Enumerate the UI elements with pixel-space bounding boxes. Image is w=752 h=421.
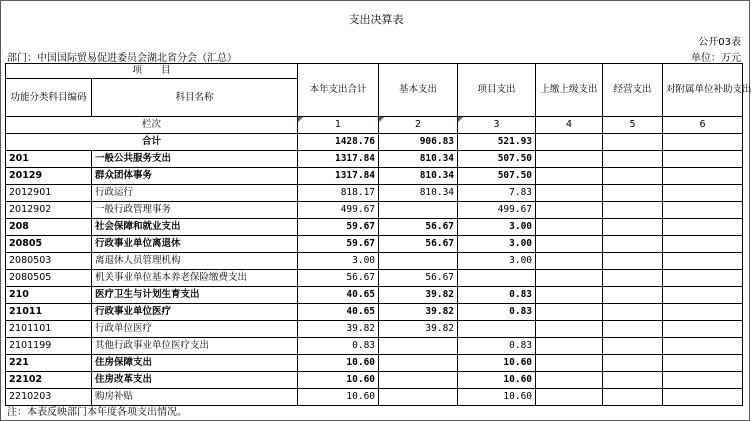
row-code: 20805 <box>6 236 92 253</box>
row-operating <box>603 236 663 253</box>
table-row <box>6 321 743 338</box>
row-subsidiary <box>663 219 743 236</box>
row-code: 20129 <box>6 168 92 185</box>
row-project: 3.00 <box>458 236 536 253</box>
header-project: 项目支出 <box>458 64 536 117</box>
row-superior <box>536 287 603 304</box>
table-row <box>6 185 743 202</box>
row-project <box>458 321 536 338</box>
row-project: 3.00 <box>458 219 536 236</box>
row-operating <box>603 338 663 355</box>
row-superior <box>536 202 603 219</box>
row-code: 2012902 <box>6 202 92 219</box>
row-project: 10.60 <box>458 372 536 389</box>
row-project <box>458 270 536 287</box>
row-name: 一般行政管理事务 <box>92 202 298 219</box>
row-subsidiary <box>663 355 743 372</box>
row-code: 2080503 <box>6 253 92 270</box>
row-name: 机关事业单位基本养老保险缴费支出 <box>92 270 298 287</box>
row-superior <box>536 270 603 287</box>
table-row <box>6 355 743 372</box>
total-basic: 906.83 <box>379 134 458 151</box>
department-label: 部门：中国国际贸易促进委员会湖北省分会（汇总） <box>7 53 237 64</box>
total-amount: 1428.76 <box>298 134 379 151</box>
table-row <box>6 236 743 253</box>
row-operating <box>603 355 663 372</box>
row-superior <box>536 253 603 270</box>
form-code: 公开03表 <box>698 37 741 48</box>
row-code: 2210203 <box>6 389 92 406</box>
row-code: 201 <box>6 151 92 168</box>
row-name: 其他行政事业单位医疗支出 <box>92 338 298 355</box>
total-superior <box>536 134 603 151</box>
row-subsidiary <box>663 236 743 253</box>
row-name: 离退休人员管理机构 <box>92 253 298 270</box>
row-operating <box>603 202 663 219</box>
row-basic <box>379 253 458 270</box>
row-code: 22102 <box>6 372 92 389</box>
row-subsidiary <box>663 202 743 219</box>
row-operating <box>603 287 663 304</box>
row-total: 10.60 <box>298 372 379 389</box>
row-subsidiary <box>663 253 743 270</box>
row-subsidiary <box>663 321 743 338</box>
row-superior <box>536 219 603 236</box>
row-superior <box>536 338 603 355</box>
row-total: 40.65 <box>298 304 379 321</box>
row-project: 0.83 <box>458 287 536 304</box>
row-basic: 56.67 <box>379 219 458 236</box>
header-basic: 基本支出 <box>379 64 458 117</box>
table-row <box>6 304 743 321</box>
row-total: 40.65 <box>298 287 379 304</box>
row-project: 0.83 <box>458 304 536 321</box>
row-operating <box>603 185 663 202</box>
row-code: 2012901 <box>6 185 92 202</box>
row-subsidiary <box>663 151 743 168</box>
row-total: 0.83 <box>298 338 379 355</box>
row-operating <box>603 372 663 389</box>
column-number: 4 <box>536 117 603 134</box>
row-basic <box>379 338 458 355</box>
expenditure-table <box>5 63 752 406</box>
row-total: 1317.84 <box>298 168 379 185</box>
table-row <box>6 338 743 355</box>
header-total: 本年支出合计 <box>298 64 379 117</box>
row-project: 7.83 <box>458 185 536 202</box>
row-project: 499.67 <box>458 202 536 219</box>
row-basic <box>379 202 458 219</box>
table-row <box>6 372 743 389</box>
row-code: 2101101 <box>6 321 92 338</box>
row-total: 59.67 <box>298 236 379 253</box>
header-subsidiary: 对附属单位补助支出 <box>663 64 743 117</box>
row-basic: 810.34 <box>379 151 458 168</box>
row-code: 208 <box>6 219 92 236</box>
row-basic <box>379 372 458 389</box>
total-label: 合计 <box>6 134 298 151</box>
row-total: 10.60 <box>298 355 379 372</box>
row-code: 2080505 <box>6 270 92 287</box>
column-number: 6 <box>663 117 743 134</box>
row-total: 818.17 <box>298 185 379 202</box>
total-subsidiary <box>663 134 743 151</box>
row-basic <box>379 389 458 406</box>
column-number: 5 <box>603 117 663 134</box>
row-name: 一般公共服务支出 <box>92 151 298 168</box>
row-superior <box>536 168 603 185</box>
row-subsidiary <box>663 372 743 389</box>
row-total: 3.00 <box>298 253 379 270</box>
header-func-code: 功能分类科目编码 <box>6 79 92 117</box>
row-superior <box>536 355 603 372</box>
row-name: 群众团体事务 <box>92 168 298 185</box>
row-subsidiary <box>663 287 743 304</box>
row-code: 2101199 <box>6 338 92 355</box>
row-operating <box>603 389 663 406</box>
row-operating <box>603 253 663 270</box>
row-subsidiary <box>663 304 743 321</box>
header-subject-name: 科目名称 <box>92 79 298 117</box>
row-name: 行政单位医疗 <box>92 321 298 338</box>
row-name: 行政事业单位医疗 <box>92 304 298 321</box>
row-basic: 810.34 <box>379 168 458 185</box>
row-project: 10.60 <box>458 389 536 406</box>
row-project: 507.50 <box>458 168 536 185</box>
row-operating <box>603 270 663 287</box>
row-total: 59.67 <box>298 219 379 236</box>
column-number-label: 栏次 <box>6 117 298 134</box>
table-row <box>6 168 743 185</box>
row-operating <box>603 219 663 236</box>
row-operating <box>603 304 663 321</box>
row-operating <box>603 321 663 338</box>
column-number: 1 <box>298 117 379 134</box>
row-total: 499.67 <box>298 202 379 219</box>
header-item: 项 目 <box>6 64 298 79</box>
row-operating <box>603 151 663 168</box>
row-basic <box>379 355 458 372</box>
row-name: 购房补贴 <box>92 389 298 406</box>
row-total: 10.60 <box>298 389 379 406</box>
row-name: 住房改革支出 <box>92 372 298 389</box>
row-superior <box>536 321 603 338</box>
row-total: 56.67 <box>298 270 379 287</box>
row-basic: 39.82 <box>379 321 458 338</box>
row-subsidiary <box>663 168 743 185</box>
row-subsidiary <box>663 389 743 406</box>
row-basic: 39.82 <box>379 304 458 321</box>
total-operating <box>603 134 663 151</box>
header-operating: 经营支出 <box>603 64 663 117</box>
row-subsidiary <box>663 185 743 202</box>
row-superior <box>536 185 603 202</box>
header-superior: 上缴上级支出 <box>536 64 603 117</box>
column-number: 3 <box>458 117 536 134</box>
column-number: 2 <box>379 117 458 134</box>
table-row <box>6 202 743 219</box>
row-code: 221 <box>6 355 92 372</box>
table-row <box>6 270 743 287</box>
unit-label: 单位：万元 <box>691 53 741 64</box>
row-basic: 56.67 <box>379 270 458 287</box>
row-basic: 56.67 <box>379 236 458 253</box>
row-superior <box>536 372 603 389</box>
table-row <box>6 219 743 236</box>
row-name: 住房保障支出 <box>92 355 298 372</box>
row-project: 10.60 <box>458 355 536 372</box>
footnote: 注：本表反映部门本年度各项支出情况。 <box>7 407 187 418</box>
row-code: 210 <box>6 287 92 304</box>
table-row <box>6 253 743 270</box>
page-title: 支出决算表 <box>348 13 404 26</box>
row-name: 行政事业单位离退休 <box>92 236 298 253</box>
row-subsidiary <box>663 338 743 355</box>
total-project: 521.93 <box>458 134 536 151</box>
total-row <box>6 134 743 151</box>
row-superior <box>536 304 603 321</box>
row-name: 医疗卫生与计划生育支出 <box>92 287 298 304</box>
row-name: 行政运行 <box>92 185 298 202</box>
row-basic: 39.82 <box>379 287 458 304</box>
column-number-row <box>6 117 743 134</box>
row-superior <box>536 236 603 253</box>
row-code: 21011 <box>6 304 92 321</box>
row-superior <box>536 389 603 406</box>
row-operating <box>603 168 663 185</box>
row-project: 507.50 <box>458 151 536 168</box>
table-row <box>6 287 743 304</box>
table-row <box>6 151 743 168</box>
row-basic: 810.34 <box>379 185 458 202</box>
row-name: 社会保障和就业支出 <box>92 219 298 236</box>
row-project: 0.83 <box>458 338 536 355</box>
row-subsidiary <box>663 270 743 287</box>
row-project: 3.00 <box>458 253 536 270</box>
row-superior <box>536 151 603 168</box>
row-total: 39.82 <box>298 321 379 338</box>
row-total: 1317.84 <box>298 151 379 168</box>
